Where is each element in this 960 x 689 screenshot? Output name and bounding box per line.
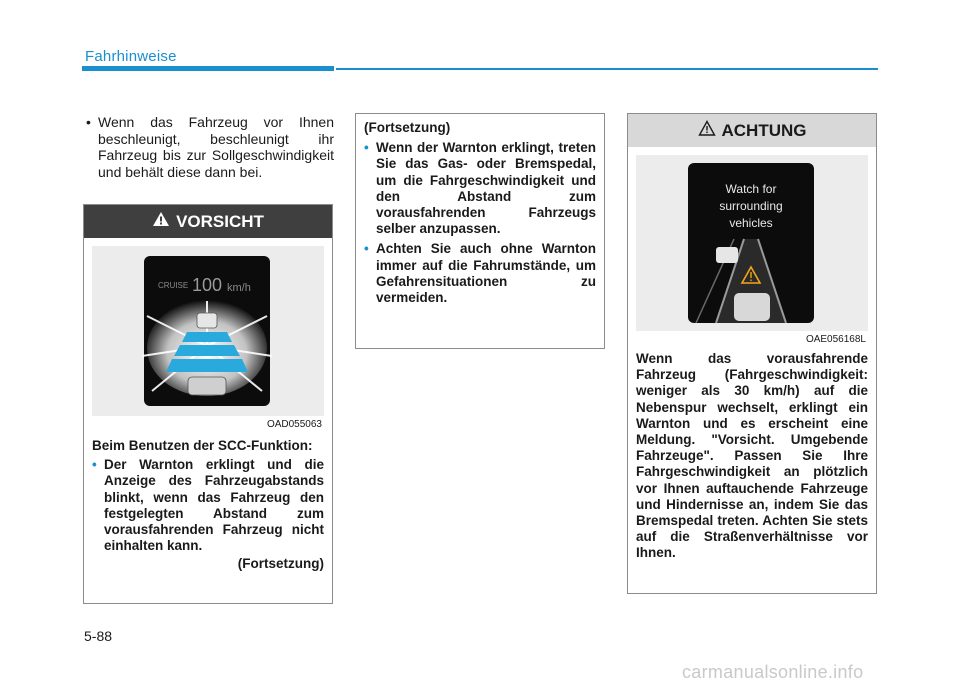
achtung-text: Wenn das vorausfahrende Fahrzeug (Fahrgeschwindigkeit: weniger als 30 km/h) auf die Nebenspur wechselt, erklingt ein Warnton und es erscheint eine Meldung. "Vorsicht. Umgebende Fahrzeuge". Passen Sie Ihre Fahrgeschwindigkeit an plötzlich vor Ihnen auftauchende Fahrzeuge und Hindernisse an, indem Sie das Bremspedal treten. Achten Sie stets auf die Straßenverhältnisse vor Ihnen. [636,351,868,561]
continuation-item-1: Wenn der Warnton erklingt, treten Sie das Gas- oder Bremspedal, um die Fahrgeschwindigkeit und den Abstand zum vorausfahrenden Fahrzeugs selber anzupassen. [376,140,596,237]
intro-text: Wenn das Fahrzeug vor Ihnen beschleunigt, beschleunigt ihr Fahrzeug bis zur Sollgeschwindigkeit und behält diese dann bei. [98,114,334,180]
page-number: 5-88 [84,628,113,644]
achtung-title: ACHTUNG [721,120,807,140]
vorsicht-continued: (Fortsetzung) [237,556,324,572]
warning-triangle-icon [152,211,170,232]
display-line-2: surrounding [719,199,783,213]
continuation-bullet-2: • [364,241,369,257]
surrounding-vehicles-illustration [636,155,868,331]
vorsicht-title: VORSICHT [176,211,264,231]
intro-paragraph [86,114,334,180]
vorsicht-lead: Beim Benutzen der SCC-Funktion: [92,438,313,453]
warning-triangle-outline-icon [698,120,716,141]
vorsicht-item: Der Warnton erklingt und die Anzeige des Fahrzeugabstands blinkt, wenn das Fahrzeug den festgelegten Abstand zum vorausfahrenden Fahrzeug nicht einhalten kann. [104,457,324,554]
vorsicht-image-code: OAD055063 [266,419,322,430]
watermark: carmanualsonline.info [682,662,864,682]
header-rule-thick [82,66,334,71]
continuation-bullet-1: • [364,140,369,156]
speed-unit: km/h [227,282,251,294]
continuation-label: (Fortsetzung) [364,120,451,135]
achtung-image-code: OAE056168L [805,334,866,345]
achtung-header [628,114,876,147]
header-rule-thin [336,68,878,70]
display-line-1: Watch for [725,182,777,196]
scc-display-image [92,246,324,416]
display-line-3: vehicles [729,216,773,230]
achtung-box [627,113,877,594]
vorsicht-header [84,205,332,238]
scc-display-illustration [92,246,324,416]
speed-value: 100 [192,275,223,295]
section-title: Fahrhinweise [85,48,177,65]
vorsicht-bullet: • [92,457,97,473]
intro-bullet: • [86,114,91,130]
vorsicht-box [83,204,333,604]
continuation-box [355,113,605,349]
cruise-label: CRUISE [158,281,189,290]
continuation-item-2: Achten Sie auch ohne Warnton immer auf die Fahrumstände, um Gefahrensituationen zu vermeiden. [376,241,596,306]
surrounding-vehicles-image [636,155,868,331]
